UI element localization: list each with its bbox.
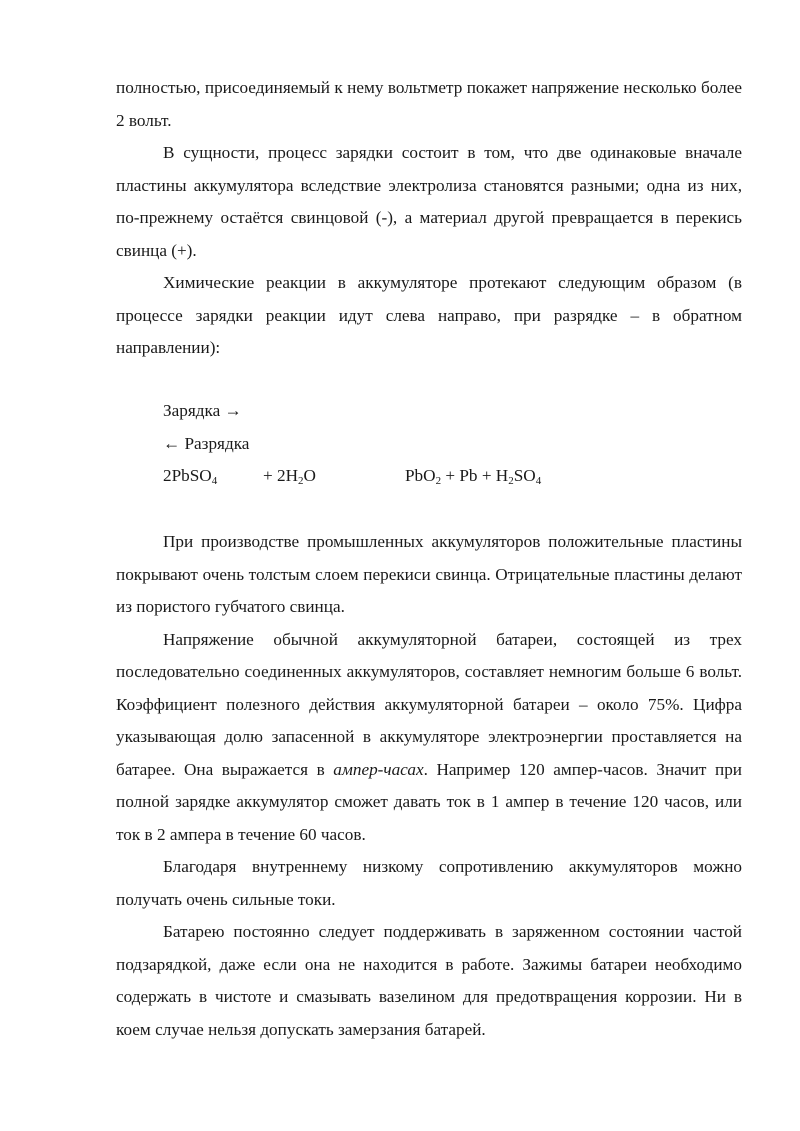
equation-row (163, 460, 542, 493)
emphasis-ampere-hours: ампер-часах (333, 759, 424, 779)
text-block-top (116, 72, 742, 365)
water-term: + $2H_2O$ (263, 466, 316, 487)
discharge-direction-label: ← Разрядка (163, 433, 250, 453)
paragraph-continuation: полностью, присоединяемый к нему вольтметр покажет напряжение несколько более 2 вольт. (116, 78, 742, 130)
lead-sulfate-term: 2PbSO$_4$ (163, 466, 218, 487)
paragraph-maintenance: Батарею постоянно следует поддерживать в заряженном состоянии частой подзарядкой, даже если она не находится в работе. Зажимы батареи необходимо содержать в чистоте и смазывать вазелином для предотвращения коррозии. Ни в коем случае нельзя допускать замерзания батарей. (116, 922, 742, 1039)
charge-direction-label: Зарядка → (163, 401, 242, 420)
paragraph-battery-voltage: Напряжение обычной аккумуляторной батареи, состоящей из трех последовательно соединенных аккумуляторов, составляет немногим больше 6 вольт. Коэффициент полезного действия аккумуляторной батареи – около 75%. Цифра указывающая долю запасенной в аккумуляторе электроэнергии проставляется на батарее. Она выражается в ампер-часах. Например 120 ампер-часов. Значит при полной зарядке аккумулятор сможет давать ток в 1 ампер в течение 120 часов, или ток в 2 ампера в течение 60 часов. (116, 629, 742, 844)
reaction-equation (163, 395, 542, 493)
paragraph-industrial-production: При производстве промышленных аккумуляторов положительные пластины покрывают очень толстым слоем перекиси свинца. Отрицательные пластины делают из пористого губчатого свинца. (116, 532, 742, 616)
paragraph-strong-currents: Благодаря внутреннему низкому сопротивлению аккумуляторов можно получать очень сильные токи. (116, 857, 742, 909)
paragraph-charging-process: В сущности, процесс зарядки состоит в том, что две одинаковые вначале пластины аккумулятора вследствие электролиза становятся разными; одна из них, по-прежнему остаётся свинцовой (-), а материал другой превращается в перекись свинца (+). (116, 143, 742, 260)
products-term: $PbO_2 + Pb + H_2SO_4$ (405, 466, 542, 487)
text-block-bottom (116, 526, 742, 1046)
paragraph-chemical-reactions: Химические реакции в аккумуляторе протекают следующим образом (в процессе зарядки реакции идут слева направо, при разрядке – в обратном направлении): (116, 273, 742, 357)
